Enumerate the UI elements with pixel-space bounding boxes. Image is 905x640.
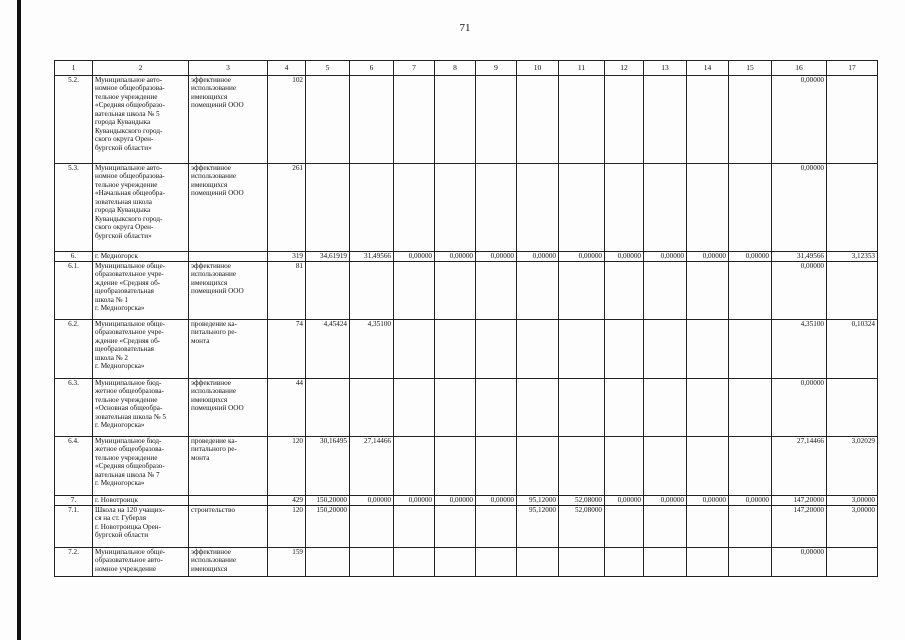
value-cell: 44 [268,379,306,437]
value-cell [517,320,559,379]
value-cell: 147,20000 [772,506,827,548]
value-cell [605,437,644,496]
value-cell: 0,00000 [644,252,687,262]
value-cell [605,164,644,252]
name-cell: Муниципальное обще- образовательное учре- ждение «Средняя об- щеобразовательная школа № 2 г. Медногорска» [93,320,189,379]
value-cell: 120 [268,506,306,548]
value-cell [729,548,772,577]
value-cell [517,379,559,437]
value-cell: 4,35100 [772,320,827,379]
value-cell [435,262,476,320]
value-cell: 0,00000 [644,496,687,506]
value-cell [435,506,476,548]
activity-cell: эффективное использование имеющихся помещений ООО [189,379,268,437]
activity-cell: проведение ка- питального ре- монта [189,320,268,379]
value-cell [687,320,729,379]
value-cell: 0,10324 [827,320,878,379]
value-cell [605,548,644,577]
value-cell [559,548,605,577]
value-cell [476,506,517,548]
value-cell: 95,12000 [517,506,559,548]
value-cell [476,76,517,164]
value-cell [306,76,350,164]
page-number: 71 [459,22,471,34]
value-cell: 81 [268,262,306,320]
value-cell [435,548,476,577]
name-cell: Муниципальное авто- номное общеобразова- тельное учреждение «Начальная общеобра- зовательная школа города Кувандыка Кувандыкского город- ского округа Орен- бургской области» [93,164,189,252]
value-cell [394,506,435,548]
value-cell [687,437,729,496]
value-cell [350,548,394,577]
table-row [55,506,878,548]
value-cell: 0,00000 [772,548,827,577]
value-cell [687,76,729,164]
value-cell [644,506,687,548]
value-cell [306,379,350,437]
value-cell: 120 [268,437,306,496]
value-cell [517,548,559,577]
value-cell [435,164,476,252]
column-header: 10 [517,61,559,76]
name-cell: г. Медногорск [93,252,189,262]
activity-cell: эффективное использование имеющихся помещений ООО [189,164,268,252]
row-number-cell: 7.1. [55,506,93,548]
value-cell: 52,08000 [559,496,605,506]
summary-row [55,252,878,262]
value-cell: 0,00000 [517,252,559,262]
value-cell [644,262,687,320]
value-cell: 150,20000 [306,496,350,506]
activity-cell: эффективное использование имеющихся помещений ООО [189,262,268,320]
table-row [55,437,878,496]
value-cell: 319 [268,252,306,262]
value-cell [306,548,350,577]
name-cell: Муниципальное авто- номное общеобразова- тельное учреждение «Средняя общеобразо- вательная школа № 5 города Кувандыка Кувандыкского город- ского округа Орен- бургской области» [93,76,189,164]
column-header: 1 [55,61,93,76]
value-cell [729,437,772,496]
column-header: 2 [93,61,189,76]
row-number-cell: 5.2. [55,76,93,164]
value-cell [394,262,435,320]
value-cell [476,164,517,252]
value-cell: 52,08000 [559,506,605,548]
value-cell [605,262,644,320]
value-cell [559,262,605,320]
table-row [55,76,878,164]
value-cell [687,262,729,320]
value-cell: 0,00000 [772,262,827,320]
value-cell [559,320,605,379]
column-header: 14 [687,61,729,76]
activity-cell [189,252,268,262]
value-cell: 0,00000 [435,496,476,506]
row-number-cell: 6.1. [55,262,93,320]
column-header: 5 [306,61,350,76]
value-cell [394,320,435,379]
value-cell: 27,14466 [772,437,827,496]
value-cell [394,548,435,577]
value-cell [644,379,687,437]
value-cell: 3,00000 [827,496,878,506]
value-cell [729,506,772,548]
activity-cell: эффективное использование имеющихся помещений ООО [189,76,268,164]
column-header: 7 [394,61,435,76]
name-cell: Муниципальное обще- образовательное авто- номное учреждение [93,548,189,577]
value-cell: 150,20000 [306,506,350,548]
value-cell [729,262,772,320]
row-number-cell: 7.2. [55,548,93,577]
value-cell: 30,16495 [306,437,350,496]
value-cell: 147,20000 [772,496,827,506]
row-number-cell: 6.3. [55,379,93,437]
value-cell [517,164,559,252]
value-cell [394,76,435,164]
name-cell: г. Новотроицк [93,496,189,506]
value-cell: 159 [268,548,306,577]
value-cell [559,437,605,496]
row-number-cell: 6. [55,252,93,262]
value-cell [605,506,644,548]
value-cell [350,379,394,437]
value-cell [644,548,687,577]
value-cell [350,76,394,164]
value-cell [605,379,644,437]
value-cell [517,437,559,496]
value-cell [476,262,517,320]
value-cell: 3,02029 [827,437,878,496]
value-cell [517,76,559,164]
value-cell [687,506,729,548]
value-cell: 3,00000 [827,506,878,548]
value-cell [435,320,476,379]
value-cell: 0,00000 [729,496,772,506]
column-header: 3 [189,61,268,76]
row-number-cell: 6.2. [55,320,93,379]
value-cell [394,164,435,252]
column-header: 16 [772,61,827,76]
value-cell [476,437,517,496]
value-cell [827,76,878,164]
activity-cell [189,496,268,506]
value-cell [435,379,476,437]
name-cell: Муниципальное бюд- жетное общеобразова- тельное учреждение «Основная общеобра- зовательная школа № 5 г. Медногорска» [93,379,189,437]
value-cell [476,548,517,577]
value-cell [476,320,517,379]
value-cell: 0,00000 [772,164,827,252]
value-cell [687,164,729,252]
value-cell: 0,00000 [476,252,517,262]
value-cell [605,76,644,164]
activity-cell: строительство [189,506,268,548]
value-cell [394,379,435,437]
table-row [55,320,878,379]
value-cell: 0,00000 [605,252,644,262]
value-cell [559,379,605,437]
value-cell [476,379,517,437]
value-cell: 0,00000 [394,252,435,262]
value-cell [644,164,687,252]
data-table [54,60,878,577]
column-header: 15 [729,61,772,76]
value-cell: 31,49566 [350,252,394,262]
value-cell [559,76,605,164]
row-number-cell: 5.3. [55,164,93,252]
value-cell [827,379,878,437]
value-cell: 0,00000 [350,496,394,506]
value-cell [729,320,772,379]
value-cell: 0,00000 [729,252,772,262]
activity-cell: эффективное использование имеющихся [189,548,268,577]
value-cell: 0,00000 [772,379,827,437]
value-cell [350,164,394,252]
value-cell: 0,00000 [476,496,517,506]
column-header: 12 [605,61,644,76]
header-row [55,61,878,76]
table-row [55,379,878,437]
value-cell: 0,00000 [394,496,435,506]
value-cell: 3,12353 [827,252,878,262]
value-cell [435,437,476,496]
value-cell [644,76,687,164]
value-cell: 74 [268,320,306,379]
value-cell: 31,49566 [772,252,827,262]
column-header: 17 [827,61,878,76]
column-header: 11 [559,61,605,76]
name-cell: Школа на 120 учащих- ся на ст. Губерля г. Новотроицка Орен- бургской области [93,506,189,548]
column-header: 8 [435,61,476,76]
summary-row [55,496,878,506]
activity-cell: проведение ка- питального ре- монта [189,437,268,496]
value-cell [559,164,605,252]
value-cell: 0,00000 [605,496,644,506]
value-cell [517,262,559,320]
value-cell: 0,00000 [687,496,729,506]
value-cell [687,548,729,577]
column-header: 6 [350,61,394,76]
column-header: 4 [268,61,306,76]
value-cell: 95,12000 [517,496,559,506]
value-cell [350,262,394,320]
name-cell: Муниципальное бюд- жетное общеобразова- тельное учреждение «Средняя общеобразо- вательная школа № 7 г. Медногорска» [93,437,189,496]
name-cell: Муниципальное обще- образовательное учре- ждение «Средняя об- щеобразовательная школа № 1 г. Медногорска» [93,262,189,320]
value-cell [644,320,687,379]
value-cell [687,379,729,437]
row-number-cell: 6.4. [55,437,93,496]
table-row [55,164,878,252]
column-header: 9 [476,61,517,76]
value-cell [644,437,687,496]
table-row [55,548,878,577]
value-cell [827,548,878,577]
value-cell: 4,35100 [350,320,394,379]
value-cell [394,437,435,496]
value-cell: 261 [268,164,306,252]
value-cell [827,262,878,320]
value-cell: 27,14466 [350,437,394,496]
value-cell: 34,61919 [306,252,350,262]
value-cell [729,164,772,252]
table-row [55,262,878,320]
value-cell [827,164,878,252]
row-number-cell: 7. [55,496,93,506]
value-cell [350,506,394,548]
value-cell [306,164,350,252]
column-header: 13 [644,61,687,76]
value-cell [306,262,350,320]
scan-edge-bar [17,0,21,640]
value-cell: 0,00000 [772,76,827,164]
value-cell: 0,00000 [559,252,605,262]
value-cell: 0,00000 [687,252,729,262]
value-cell: 429 [268,496,306,506]
value-cell: 4,45424 [306,320,350,379]
value-cell [435,76,476,164]
value-cell [729,379,772,437]
value-cell: 0,00000 [435,252,476,262]
value-cell: 102 [268,76,306,164]
value-cell [729,76,772,164]
value-cell [605,320,644,379]
